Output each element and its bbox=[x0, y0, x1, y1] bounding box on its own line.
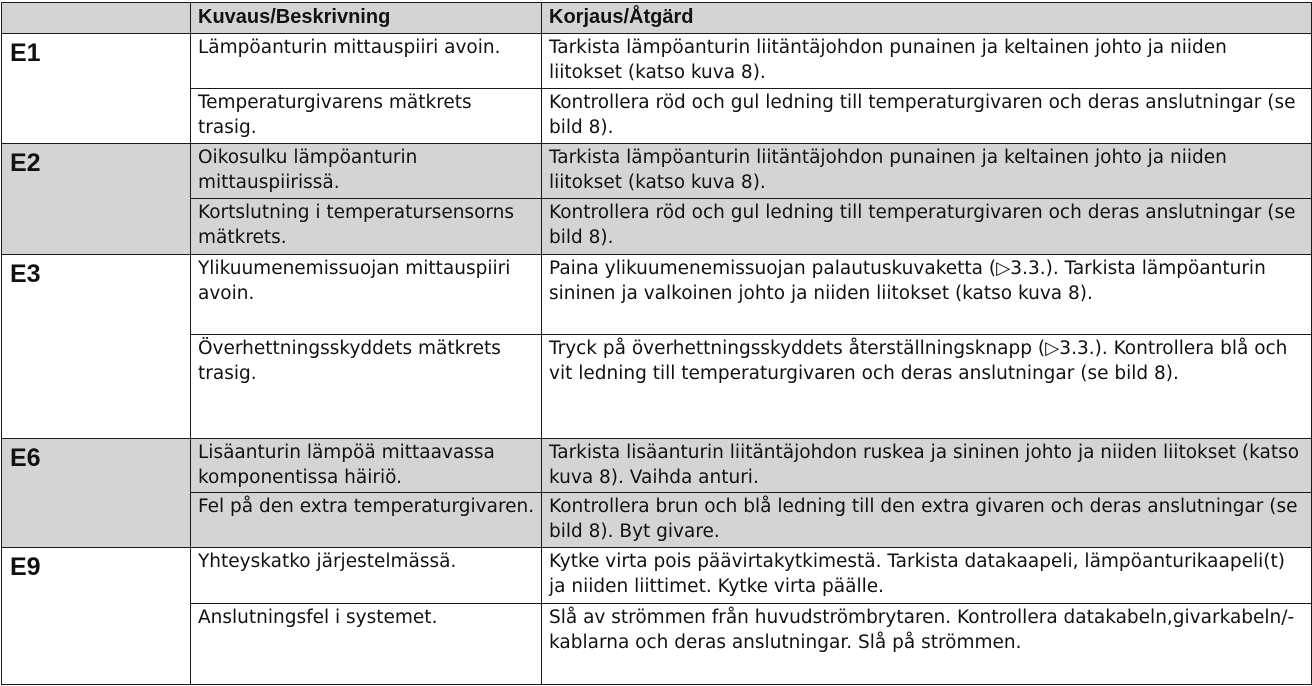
action-cell: Kytke virta pois päävirtakytkimestä. Tarkista datakaapeli, lämpöanturikaapeli(t) ja niiden liittimet. Kytke virta päälle. bbox=[542, 548, 1312, 603]
error-code: E3 bbox=[2, 254, 191, 439]
table-row bbox=[2, 603, 1312, 684]
table-row bbox=[2, 254, 1312, 334]
description-cell: Överhettningsskyddets mätkrets trasig. bbox=[191, 334, 542, 438]
description-cell: Oikosulku lämpöanturin mittauspiirissä. bbox=[191, 144, 542, 199]
description-cell: Lämpöanturin mittauspiiri avoin. bbox=[191, 34, 542, 89]
description-cell: Yhteyskatko järjestelmässä. bbox=[191, 548, 542, 603]
header-action: Korjaus/Åtgärd bbox=[542, 3, 1312, 34]
table-row bbox=[2, 548, 1312, 603]
description-cell: Fel på den extra temperaturgivaren. bbox=[191, 493, 542, 548]
table-row bbox=[2, 199, 1312, 254]
error-code: E9 bbox=[2, 548, 191, 685]
action-cell: Kontrollera röd och gul ledning till temperaturgivaren och deras anslutningar (se bild 8). bbox=[542, 199, 1312, 254]
action-cell: Paina ylikuumenemissuojan palautuskuvaketta (▷3.3.). Tarkista lämpöanturin sininen ja valkoinen johto ja niiden liitokset (katso kuva 8). bbox=[542, 254, 1312, 334]
header-code bbox=[2, 3, 191, 34]
table-row bbox=[2, 144, 1312, 199]
action-cell: Slå av strömmen från huvudströmbrytaren. Kontrollera datakabeln,givarkabeln/-kablarna och deras anslutningar. Slå på strömmen. bbox=[542, 603, 1312, 684]
description-cell: Lisäanturin lämpöä mittaavassa komponentissa häiriö. bbox=[191, 439, 542, 493]
description-cell: Kortslutning i temperatursensorns mätkrets. bbox=[191, 199, 542, 254]
error-code-table bbox=[1, 2, 1312, 685]
table-row bbox=[2, 493, 1312, 548]
action-cell: Tarkista lämpöanturin liitäntäjohdon punainen ja keltainen johto ja niiden liitokset (katso kuva 8). bbox=[542, 144, 1312, 199]
action-cell: Tarkista lisäanturin liitäntäjohdon ruskea ja sininen johto ja niiden liitokset (katso kuva 8). Vaihda anturi. bbox=[542, 439, 1312, 493]
table-row bbox=[2, 334, 1312, 438]
action-cell: Kontrollera brun och blå ledning till den extra givaren och deras anslutningar (se bild 8). Byt givare. bbox=[542, 493, 1312, 548]
description-cell: Anslutningsfel i systemet. bbox=[191, 603, 542, 684]
table-row bbox=[2, 439, 1312, 493]
error-code: E2 bbox=[2, 144, 191, 254]
action-cell: Kontrollera röd och gul ledning till temperaturgivaren och deras anslutningar (se bild 8). bbox=[542, 89, 1312, 144]
header-row bbox=[2, 3, 1312, 34]
error-code: E6 bbox=[2, 439, 191, 548]
error-code: E1 bbox=[2, 34, 191, 144]
action-cell: Tarkista lämpöanturin liitäntäjohdon punainen ja keltainen johto ja niiden liitokset (katso kuva 8). bbox=[542, 34, 1312, 89]
header-description: Kuvaus/Beskrivning bbox=[191, 3, 542, 34]
action-cell: Tryck på överhettningsskyddets återställningsknapp (▷3.3.). Kontrollera blå och vit ledning till temperaturgivaren och deras anslutningar (se bild 8). bbox=[542, 334, 1312, 438]
table-row bbox=[2, 34, 1312, 89]
description-cell: Temperaturgivarens mätkrets trasig. bbox=[191, 89, 542, 144]
description-cell: Ylikuumenemissuojan mittauspiiri avoin. bbox=[191, 254, 542, 334]
table-row bbox=[2, 89, 1312, 144]
